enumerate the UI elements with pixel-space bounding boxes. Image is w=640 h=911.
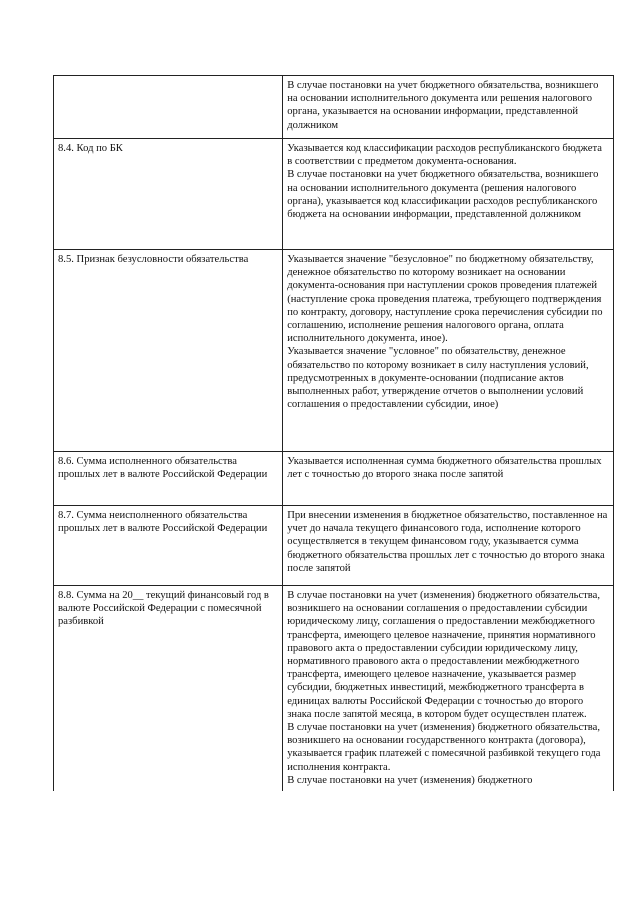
description-paragraph: Указывается значение "безусловное" по бюджетному обязательству, денежное обязательство по которому возникает на основании документа-основания при наступлении сроков проведения платежей (наступление срока проведения платежа, требующего подтверждения по контракту, договору, наступление срока перечисления субсидии по соглашению, исполнение решения налогового органа, оплата исполнительного документа, иное). — [287, 254, 603, 345]
requirements-table — [53, 75, 614, 791]
description-paragraph: В случае постановки на учет (изменения) бюджетного обязательства, возникшего на основании соглашения о предоставлении субсидии юридическому лицу, соглашения о предоставлении межбюджетного трансферта, имеющего целевое назначение, принятия нормативного правового акта о предоставлении субсидии юридическому лицу, нормативного правового акта о предоставлении межбюджетного трансферта, имеющего целевое назначение, указывается размер субсидии, бюджетных инвестиций, межбюджетного трансферта в единицах валюты Российской Федерации с точностью до второго знака после запятой месяца, в котором будет осуществлен платеж. — [287, 590, 601, 720]
description-cell — [283, 139, 614, 250]
table-row — [54, 250, 614, 452]
field-cell: 8.7. Сумма неисполненного обязательства прошлых лет в валюте Российской Федерации — [54, 506, 283, 586]
description-paragraph: В случае постановки на учет (изменения) бюджетного обязательства, возникшего на основании государственного контракта (договора), указывается график платежей с помесячной разбивкой текущего года исполнения контракта. — [287, 722, 601, 773]
table-row — [54, 586, 614, 792]
field-cell — [54, 76, 283, 139]
description-cell — [283, 250, 614, 452]
description-cell — [283, 586, 614, 792]
description-paragraph: В случае постановки на учет (изменения) бюджетного — [287, 774, 533, 786]
description-paragraph: Указывается исполненная сумма бюджетного обязательства прошлых лет с точностью до второго знака после запятой — [287, 456, 602, 481]
description-paragraph: В случае постановки на учет бюджетного обязательства, возникшего на основании исполнительного документа (решения налогового органа), указывается код классификации расходов республиканского бюджета на основании информации, представленной должником — [287, 169, 599, 221]
description-paragraph: Указывается значение "условное" по обязательству, денежное обязательство по которому возникает в силу наступления условий, предусмотренных в документе-основании (подписание актов выполненных работ, утверждение отчетов о выполнении условий соглашения о предоставлении субсидии, иное) — [287, 346, 589, 411]
description-paragraph: При внесении изменения в бюджетное обязательство, поставленное на учет до начала текущего финансового года, исполнение которого осуществляется в текущем финансовом году, указывается сумма бюджетного обязательства прошлых лет с точностью до второго знака после запятой — [287, 510, 608, 574]
description-cell — [283, 506, 614, 586]
field-cell: 8.4. Код по БК — [54, 139, 283, 250]
table-row — [54, 76, 614, 139]
table-row — [54, 452, 614, 506]
description-paragraph: В случае постановки на учет бюджетного обязательства, возникшего на основании исполнительного документа или решения налогового органа, указывается на основании информации, представленной должником — [287, 80, 599, 131]
field-cell: 8.5. Признак безусловности обязательства — [54, 250, 283, 452]
description-cell — [283, 76, 614, 139]
description-cell — [283, 452, 614, 506]
description-paragraph: Указывается код классификации расходов республиканского бюджета в соответствии с предметом документа-основания. — [287, 143, 602, 168]
field-cell: 8.6. Сумма исполненного обязательства прошлых лет в валюте Российской Федерации — [54, 452, 283, 506]
table-row — [54, 506, 614, 586]
table-row — [54, 139, 614, 250]
field-cell: 8.8. Сумма на 20__ текущий финансовый год в валюте Российской Федерации с помесячной разбивкой — [54, 586, 283, 792]
